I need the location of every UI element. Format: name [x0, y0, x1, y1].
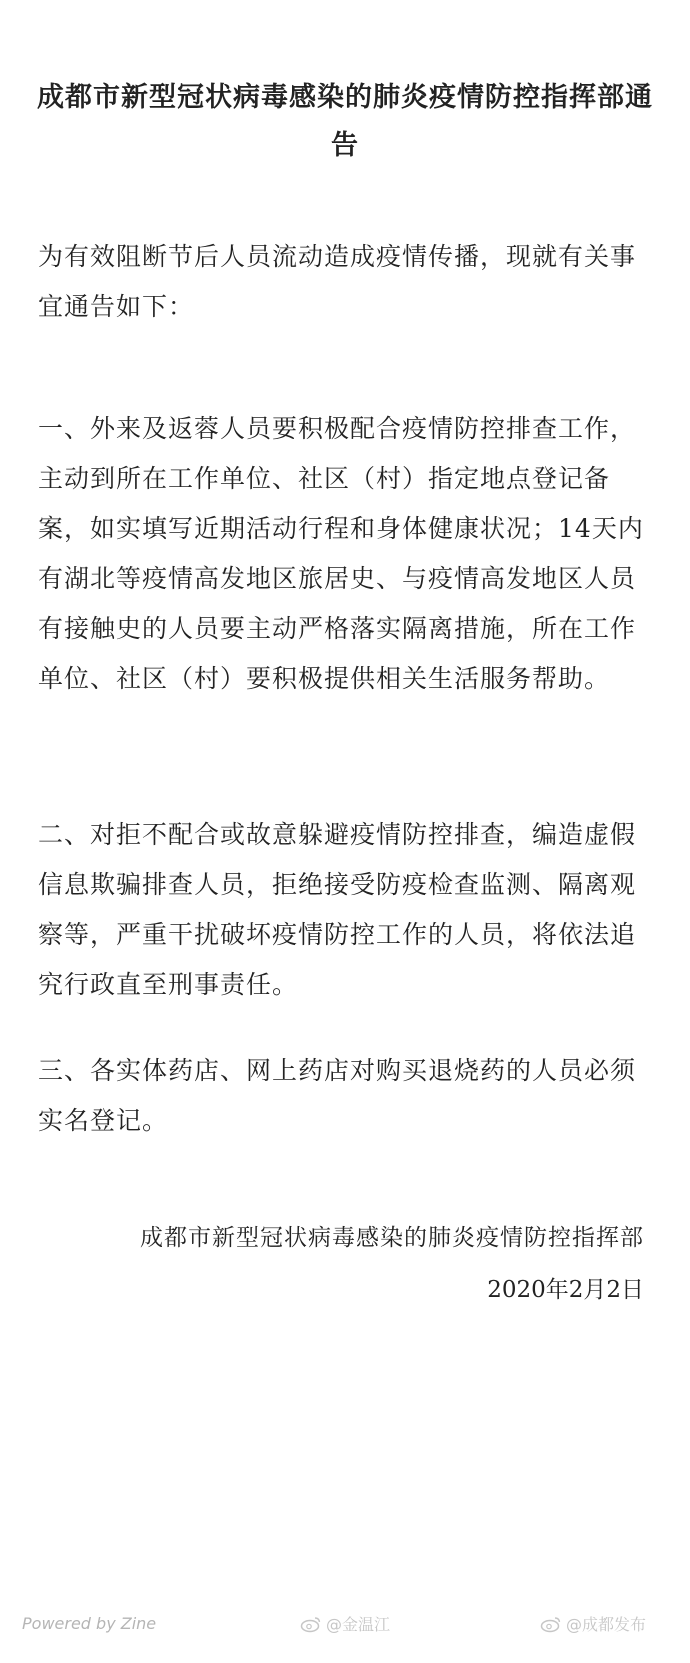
signature: 成都市新型冠状病毒感染的肺炎疫情防控指挥部	[140, 1225, 644, 1251]
watermark-1	[300, 1612, 390, 1635]
notice-item-1: 一、外来及返蓉人员要积极配合疫情防控排查工作，主动到所在工作单位、社区（村）指定地点登记备案，如实填写近期活动行程和身体健康状况；14天内有湖北等疫情高发地区旅居史、与疫情高发地区人员有接触史的人员要主动严格落实隔离措施，所在工作单位、社区（村）要积极提供相关生活服务帮助。	[38, 414, 644, 693]
weibo-icon	[540, 1615, 562, 1633]
watermark-2-text: @成都发布	[566, 1615, 647, 1634]
watermark-1-text: @金温江	[326, 1615, 391, 1634]
intro-paragraph: 为有效阻断节后人员流动造成疫情传播，现就有关事宜通告如下：	[38, 242, 637, 321]
notice-title: 成都市新型冠状病毒感染的肺炎疫情防控指挥部通告	[37, 82, 653, 161]
powered-by-label: Powered by Zine	[22, 1614, 157, 1633]
notice-date: 2020年2月2日	[487, 1277, 644, 1303]
weibo-icon	[300, 1615, 322, 1633]
notice-item-2: 二、对拒不配合或故意躲避疫情防控排查，编造虚假信息欺骗排查人员，拒绝接受防疫检查监测、隔离观察等，严重干扰破坏疫情防控工作的人员，将依法追究行政直至刑事责任。	[38, 820, 637, 999]
watermark-2	[540, 1612, 646, 1635]
notice-item-3: 三、各实体药店、网上药店对购买退烧药的人员必须实名登记。	[38, 1056, 637, 1135]
